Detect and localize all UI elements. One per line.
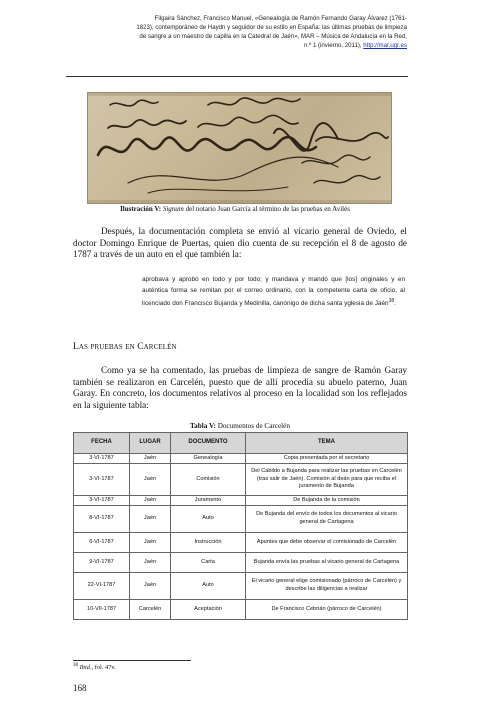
quote-footnote-ref[interactable]: 38 bbox=[388, 298, 395, 304]
footnote-number: 38 bbox=[73, 663, 78, 668]
figure-caption bbox=[62, 204, 408, 214]
paragraph-1: Después, la documentación completa se envió al vicario general de Oviedo, el doctor Domingo Enrique de Puertas, quien dio cuenta de su recepción el 8 de agosto de 1787 a través de un auto en el que también la: bbox=[73, 226, 407, 259]
cell-lugar: Jaén bbox=[130, 553, 171, 573]
table-row bbox=[74, 600, 408, 620]
cell-tema: Bujanda envía las pruebas al vicario general de Cartagena bbox=[246, 553, 408, 573]
cell-tema: Apuntes que debe observar el comisionado de Carcelén bbox=[246, 533, 408, 553]
cell-documento: Genealogía bbox=[171, 454, 246, 464]
cell-documento: Comisión bbox=[171, 464, 246, 496]
cell-lugar: Jaén bbox=[130, 573, 171, 600]
caption-label: Ilustración V: bbox=[120, 205, 162, 213]
cell-documento: Instrucción bbox=[171, 533, 246, 553]
cell-tema: El vicario general elige comisionado (párroco de Carcelén) y describe las diligencias a realizar bbox=[246, 573, 408, 600]
cell-lugar: Jaén bbox=[130, 454, 171, 464]
header-line-4-text: n.º 1 (invierno, 2011), bbox=[303, 42, 364, 49]
caption-italic: Signum bbox=[162, 205, 184, 213]
header-line-3: de sangre a un maestro de capilla en la Catedral de Jaén», MAR – Música de Andalucía en la Red, bbox=[139, 33, 407, 40]
cell-documento: Juramento bbox=[171, 496, 246, 506]
footnote-divider bbox=[73, 660, 191, 661]
footnote-ibid: Ibid bbox=[79, 664, 90, 672]
block-quote: aprobava y aprobó en todo y por todo; y mandava y mandó que [los] originales y en auténtica forma se remitan por el correo ordinario, con la competente carta de oficio, al licenciado don Francisco Bujanda y Medinilla, canónigo de dicha santa yglesia de Jaén$^{38}$. bbox=[142, 276, 405, 308]
cell-fecha: 3-VI-1787 bbox=[74, 464, 130, 496]
manuscript-signum-image bbox=[87, 92, 392, 204]
header-line-1: Filgaira Sánchez, Francisco Manuel, «Genealogía de Ramón Fernando Garay Álvarez (1761- bbox=[154, 15, 407, 22]
table-row bbox=[74, 553, 408, 573]
section-title: Las pruebas en Carcelén bbox=[73, 342, 177, 352]
cell-lugar: Jaén bbox=[130, 464, 171, 496]
page-number: 168 bbox=[73, 683, 87, 693]
cell-tema: De Bujanda del envío de todos los documentos al vicario general de Cartagena bbox=[246, 506, 408, 533]
table-title-label: Tabla V: bbox=[190, 422, 216, 430]
header-divider bbox=[66, 76, 408, 77]
header-tema: TEMA bbox=[246, 433, 408, 454]
header-documento: DOCUMENTO bbox=[171, 433, 246, 454]
quote-text: aprobava y aprobó en todo y por todo; y mandava y mandó que [los] originales y en auténtica forma se remitan por el correo ordinario, con la competente carta de oficio, al licenciado don Francisco Bujanda y Medinilla, canónigo de dicha santa yglesia de Jaén bbox=[142, 276, 405, 308]
footnote bbox=[73, 663, 116, 671]
header-line-2: 1823), contemporáneo de Haydn y seguidor de su estilo en España: las últimas pruebas de limpieza bbox=[136, 24, 407, 31]
cell-fecha: 3-VI-1787 bbox=[74, 496, 130, 506]
table-row bbox=[74, 454, 408, 464]
handwriting-drawing bbox=[88, 93, 391, 203]
header-fecha: FECHA bbox=[74, 433, 130, 454]
table-row bbox=[74, 533, 408, 553]
caption-text: del notario Juan García al término de las pruebas en Avilés bbox=[185, 205, 350, 213]
table-title-text: Documentos de Carcelén bbox=[217, 422, 290, 430]
cell-documento: Carta bbox=[171, 553, 246, 573]
cell-lugar: Carcelén bbox=[130, 600, 171, 620]
table-row bbox=[74, 496, 408, 506]
cell-documento: Aceptación bbox=[171, 600, 246, 620]
table-row bbox=[74, 573, 408, 600]
cell-tema: De Bujanda de la comisión bbox=[246, 496, 408, 506]
table-row bbox=[74, 464, 408, 496]
header-link[interactable]: http://mar.ugr.es bbox=[363, 42, 407, 49]
cell-fecha: 22-VI-1787 bbox=[74, 573, 130, 600]
header-line-4 bbox=[62, 41, 407, 50]
header-lugar: LUGAR bbox=[130, 433, 171, 454]
cell-fecha: 9-VI-1787 bbox=[74, 553, 130, 573]
documents-table bbox=[73, 432, 408, 620]
cell-documento: Auto bbox=[171, 573, 246, 600]
table-row bbox=[74, 506, 408, 533]
paragraph-2: Como ya se ha comentado, las pruebas de limpieza de sangre de Ramón Garay también se realizaron en Carcelén, puesto que de allí procedía su abuelo paterno, Juan Garay. En concreto, los documentos relativos al proceso en la localidad son los reflejados en la siguiente tabla: bbox=[73, 365, 407, 410]
cell-fecha: 6-VI-1787 bbox=[74, 533, 130, 553]
cell-lugar: Jaén bbox=[130, 533, 171, 553]
footnote-text: ., fol. 47v. bbox=[89, 664, 116, 672]
table-header-row bbox=[74, 433, 408, 454]
cell-lugar: Jaén bbox=[130, 496, 171, 506]
cell-lugar: Jaén bbox=[130, 506, 171, 533]
cell-tema: De Francisco Cebrián (párroco de Carcelén) bbox=[246, 600, 408, 620]
cell-tema: Copia presentada por el secretario bbox=[246, 454, 408, 464]
cell-tema: Del Cabildo a Bujanda para realizar las pruebas en Carcelén (tras salir de Jaén). Comisión al deán para que reciba el juramento de Bujanda bbox=[246, 464, 408, 496]
cell-documento: Auto bbox=[171, 506, 246, 533]
table-title bbox=[73, 422, 407, 430]
cell-fecha: 8-VI-1787 bbox=[74, 506, 130, 533]
cell-fecha: 3-VI-1787 bbox=[74, 454, 130, 464]
cell-fecha: 10-VII-1787 bbox=[74, 600, 130, 620]
citation-header bbox=[62, 14, 407, 50]
